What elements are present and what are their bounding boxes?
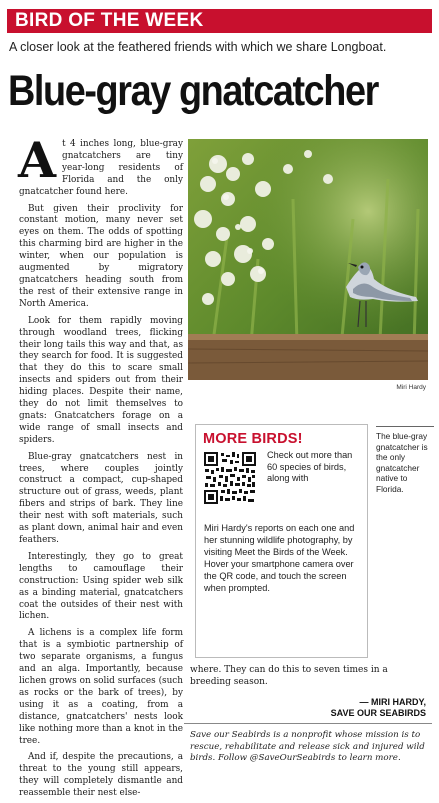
article-body <box>18 131 183 803</box>
article-paragraph: A lichens is a complex life form that is a symbiotic partnership of two separate organisms, a fungus and an alga. Importantly, because lichen grows on solid surfaces (such as rocks or the bark of trees), by using it as a coating, from a distance, gnatcatchers' nests look like nothing more than a knot in the tree. <box>19 628 183 746</box>
section-subtitle: A closer look at the feathered friends with which we share Longboat. <box>9 40 387 54</box>
more-birds-title: MORE BIRDS! <box>203 431 303 447</box>
article-paragraph: Blue-gray gnatcatchers nest in trees, where couples jointly construct a compact, cup-shaped structure out of grass, weeds, plant fibers and strips of bark. They line their nest with soft materials, such as plant down, animal hair and even feathers. <box>19 451 183 545</box>
article-paragraph: And if, despite the precautions, a threat to the young still appears, they will completely dismantle and reassemble their nest else- <box>19 752 183 799</box>
article-continuation <box>190 665 426 720</box>
qr-code[interactable] <box>204 452 256 504</box>
bird-photo <box>188 139 428 380</box>
article-paragraph: Interestingly, they go to great lengths to camouflage their construction: Using spider web silk as a binding material, gnatcatchers coat the outsides of their nest with lichen. <box>19 551 183 622</box>
article-paragraph: At 4 inches long, blue-gray gnatcatchers are tiny year-long residents of Florida and the only gnatcatcher found here. <box>18 131 183 197</box>
article-paragraph: Look for them rapidly moving through woodland trees, flicking their long tails this way and that, as they search for food. It is suggested that they do this to scare small insects and spiders out from their hiding places. Despite their name, they do not limit themselves to gnats: Gnatcatchers forage on a wide range of small insects and spiders. <box>19 315 183 445</box>
more-birds-box <box>195 424 368 658</box>
author-name: — MIRI HARDY, <box>359 696 426 707</box>
article-headline: Blue-gray gnatcatcher <box>8 67 378 115</box>
more-birds-text-bottom: Miri Hardy's reports on each one and her stunning wildlife photography, by visiting Meet the Birds of the Week. Hover your smartphone camera over the QR code, and touch the screen when prompted. <box>204 523 355 593</box>
article-paragraph: where. They can do this to seven times in a breeding season. <box>190 665 388 687</box>
more-birds-text-top: Check out more than 60 species of birds, along with <box>267 450 353 483</box>
organization-note: Save our Seabirds is a nonprofit whose mission is to rescue, rehabilitate and release sick and injured wild birds. Follow @SaveOurSeabirds to learn more. <box>184 723 432 765</box>
author-organization: SAVE OUR SEABIRDS <box>330 708 426 719</box>
author-signoff <box>190 697 426 720</box>
section-banner: BIRD OF THE WEEK <box>7 9 432 33</box>
article-paragraph: But given their proclivity for constant motion, many never set eyes on them. The odds of spotting this charming bird are higher in the winter, when our population is augmented by migratory gnatcatchers heading south from the rest of their extensive range in North America. <box>19 203 183 309</box>
photo-credit: Miri Hardy <box>396 384 426 391</box>
drop-cap: A <box>18 131 57 189</box>
photo-caption: The blue-gray gnatcatcher is the only gnatcatcher native to Florida. <box>376 426 434 494</box>
